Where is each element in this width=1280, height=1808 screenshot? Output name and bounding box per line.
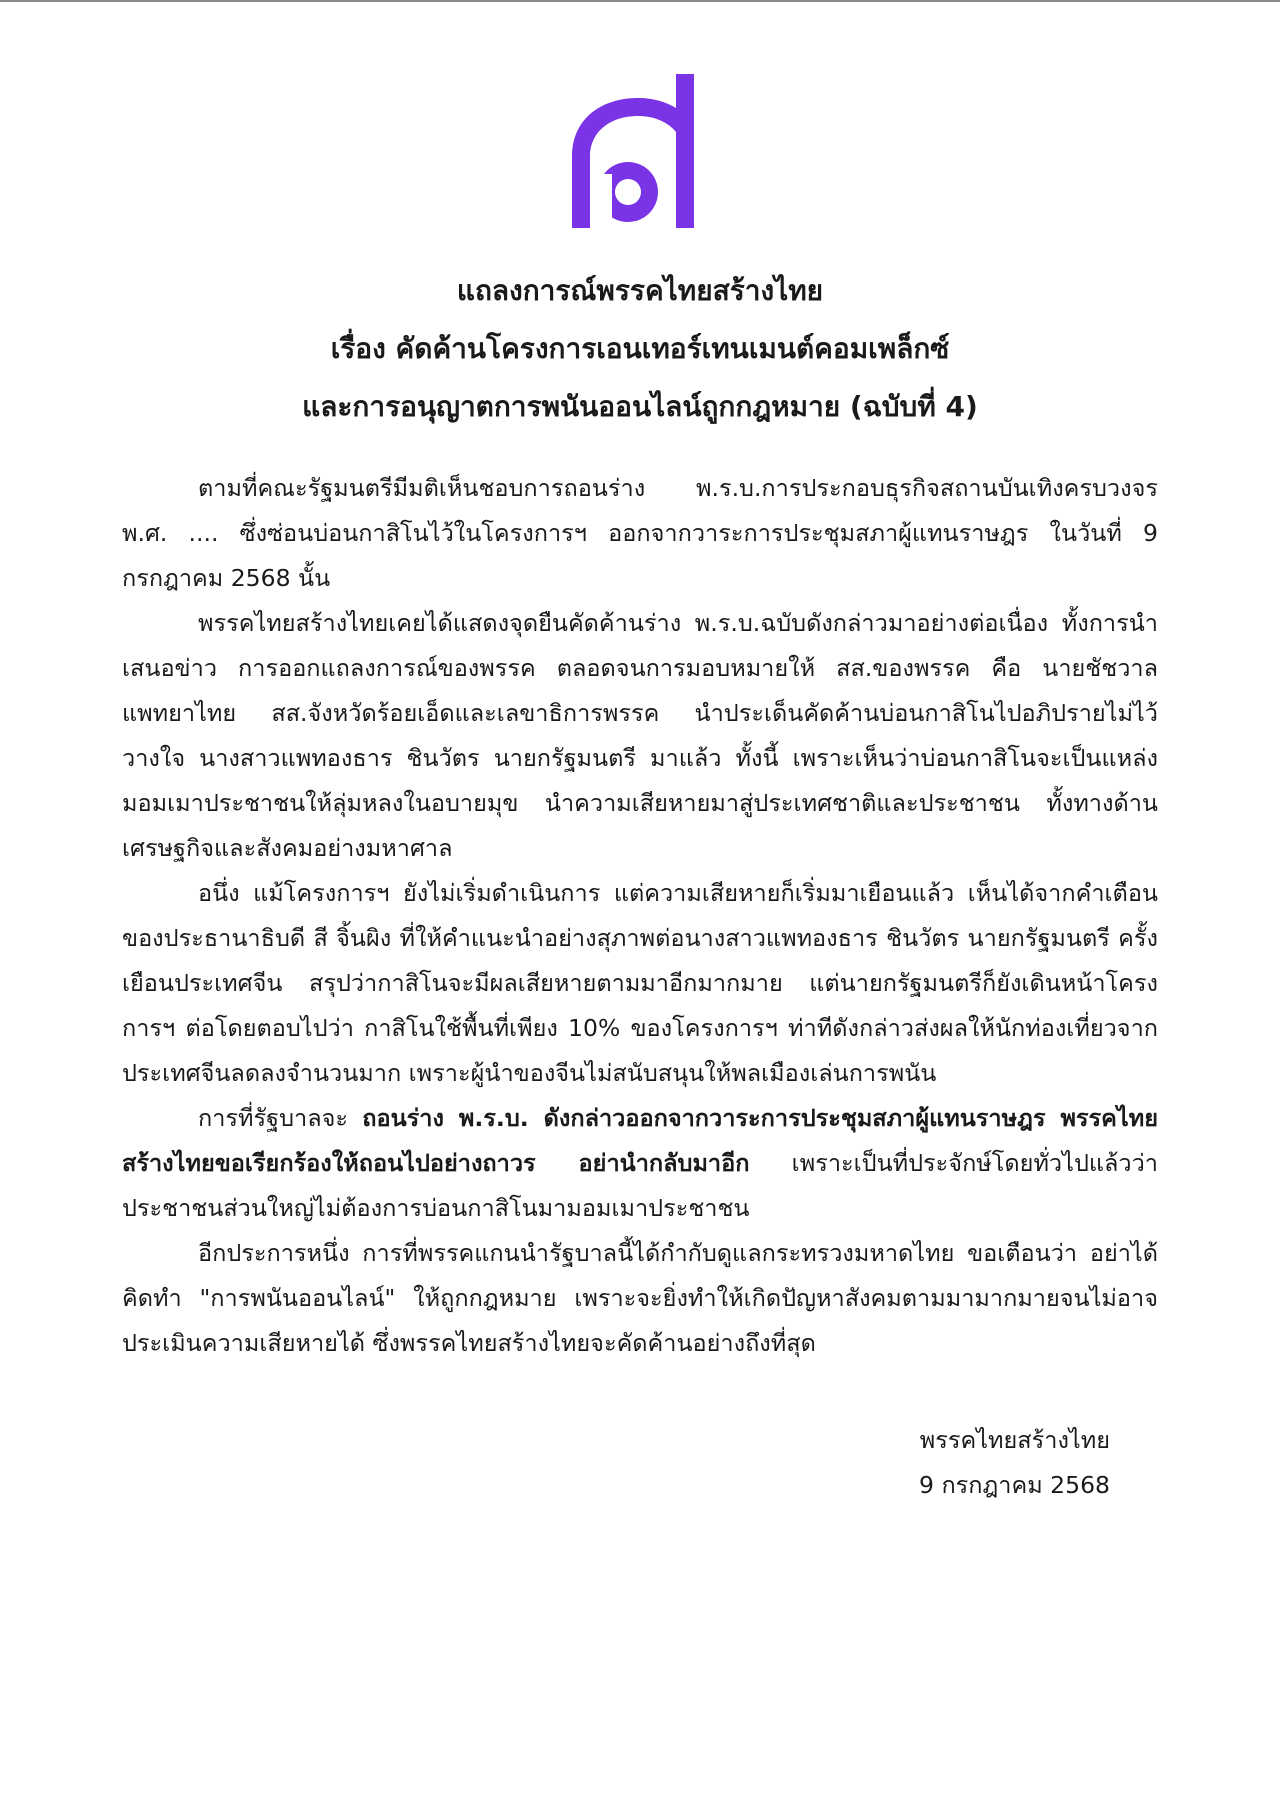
signature-date: 9 กรกฎาคม 2568: [919, 1471, 1110, 1499]
statement-body: [122, 466, 1158, 1366]
paragraph-3: อนึ่ง แม้โครงการฯ ยังไม่เริ่มดำเนินการ แต่ความเสียหายก็เริ่มมาเยือนแล้ว เห็นได้จากคำเตือนของประธานาธิบดี สี จิ้นผิง ที่ให้คำแนะนำอย่างสุภาพต่อนางสาวแพทองธาร ชินวัตร นายกรัฐมนตรี ครั้งเยือนประเทศจีน สรุปว่ากาสิโนจะมีผลเสียหายตามมาอีกมากมาย แต่นายกรัฐมนตรีก็ยังเดินหน้าโครงการฯ ต่อโดยตอบไปว่า กาสิโนใช้พื้นที่เพียง 10% ของโครงการฯ ท่าทีดังกล่าวส่งผลให้นักท่องเที่ยวจากประเทศจีนลดลงจำนวนมาก เพราะผู้นำของจีนไม่สนับสนุนให้พลเมืองเล่นการพนัน: [122, 879, 1158, 1087]
title-line-1: แถลงการณ์พรรคไทยสร้างไทย: [456, 274, 824, 307]
thai-sor-rue-si-icon: [572, 74, 708, 238]
paragraph-4-intro: การที่รัฐบาลจะ: [198, 1104, 363, 1132]
party-logo-icon: [572, 74, 708, 238]
paragraph-2: พรรคไทยสร้างไทยเคยได้แสดงจุดยืนคัดค้านร่าง พ.ร.บ.ฉบับดังกล่าวมาอย่างต่อเนื่อง ทั้งการนำเสนอข่าว การออกแถลงการณ์ของพรรค ตลอดจนการมอบหมายให้ สส.ของพรรค คือ นายชัชวาล แพทยาไทย สส.จังหวัดร้อยเอ็ดและเลขาธิการพรรค นำประเด็นคัดค้านบ่อนกาสิโนไปอภิปรายไม่ไว้วางใจ นางสาวแพทองธาร ชินวัตร นายกรัฐมนตรี มาแล้ว ทั้งนี้ เพราะเห็นว่าบ่อนกาสิโนจะเป็นแหล่งมอมเมาประชาชนให้ลุ่มหลงในอบายมุข นำความเสียหายมาสู่ประเทศชาติและประชาชน ทั้งทางด้านเศรษฐกิจและสังคมอย่างมหาศาล: [122, 609, 1158, 862]
paragraph-4: [122, 1096, 1158, 1231]
paragraph-4-reason: เพราะเป็นที่ประจักษ์โดยทั่วไปแล้วว่า ประชาชนส่วนใหญ่ไม่ต้องการบ่อนกาสิโนมามอมเมาประชาชน: [122, 1149, 1158, 1222]
title-line-3: และการอนุญาตการพนันออนไลน์ถูกกฎหมาย (ฉบับที่ 4): [302, 390, 978, 423]
paragraph-1: ตามที่คณะรัฐมนตรีมีมติเห็นชอบการถอนร่าง พ.ร.บ.การประกอบธุรกิจสถานบันเทิงครบวงจร พ.ศ. .... ซึ่งซ่อนบ่อนกาสิโนไว้ในโครงการฯ ออกจากวาระการประชุมสภาผู้แทนราษฎร ในวันที่ 9 กรกฎาคม 2568 นั้น: [122, 474, 1158, 592]
paragraph-4-demand: ถอนร่าง พ.ร.บ. ดังกล่าวออกจากวาระการประชุมสภาผู้แทนราษฎร พรรคไทยสร้างไทยขอเรียกร้องให้ถอนไปอย่างถาวร อย่านำกลับมาอีก: [122, 1104, 1158, 1177]
paragraph-5: อีกประการหนึ่ง การที่พรรคแกนนำรัฐบาลนี้ได้กำกับดูแลกระทรวงมหาดไทย ขอเตือนว่า อย่าได้คิดทำ "การพนันออนไลน์" ให้ถูกกฎหมาย เพราะจะยิ่งทำให้เกิดปัญหาสังคมตามมามากมายจนไม่อาจประเมินความเสียหายได้ ซึ่งพรรคไทยสร้างไทยจะคัดค้านอย่างถึงที่สุด: [122, 1239, 1158, 1357]
signature-block: [800, 1418, 1110, 1508]
signature-party: พรรคไทยสร้างไทย: [919, 1426, 1110, 1454]
title-line-2: เรื่อง คัดค้านโครงการเอนเทอร์เทนเมนต์คอมเพล็กซ์: [330, 332, 950, 365]
logo-loop-hole: [615, 179, 641, 205]
statement-title: [0, 262, 1280, 436]
logo-loop-gap: [590, 174, 612, 228]
top-border-line: [0, 0, 1280, 2]
